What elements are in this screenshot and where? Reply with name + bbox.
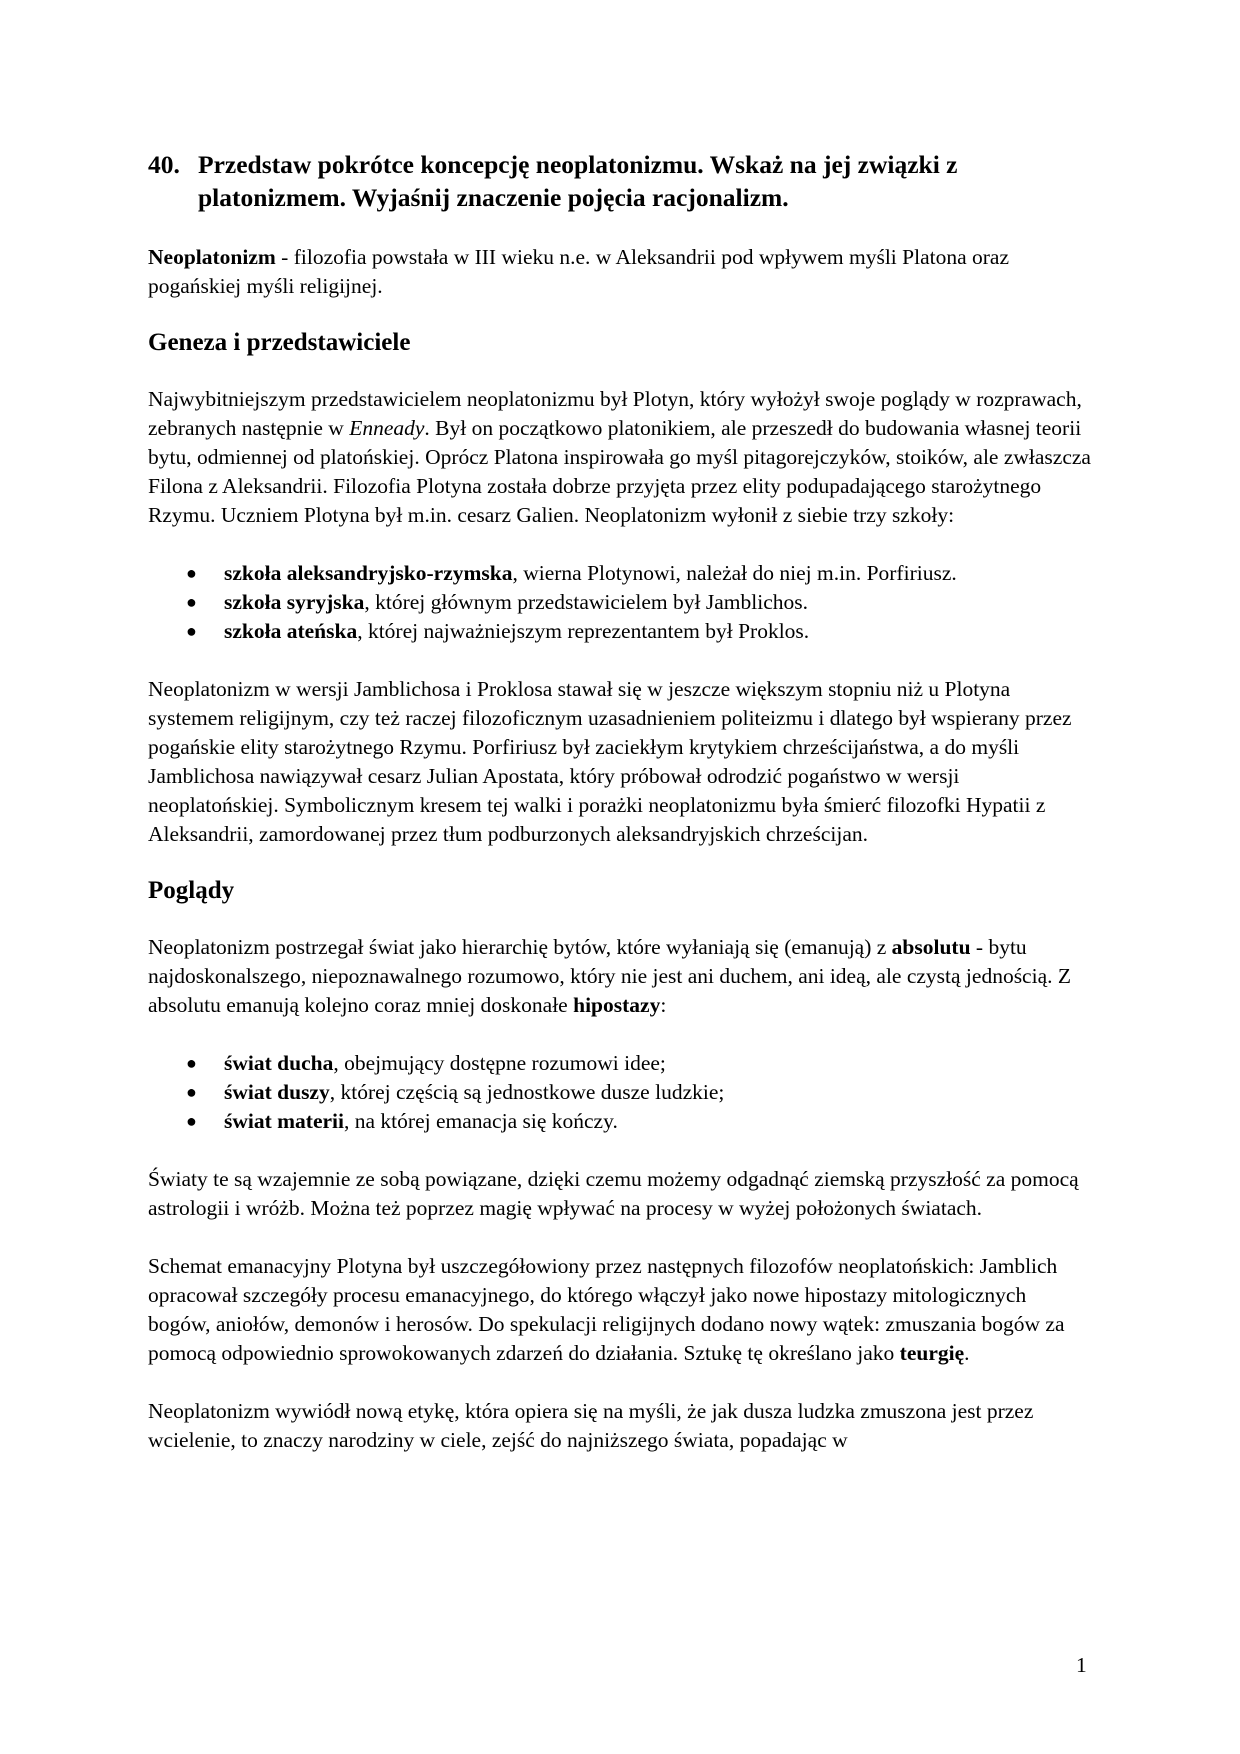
genesis-p1-part2: . Był on początkowo platonikiem, ale przeszedł do budowania własnej teorii bytu, odmiennej od platońskiej. Oprócz Platona inspirowała go myśl pitagorejczyków, stoików, ale zwłaszcza Filona z Aleksandrii. Filozofia Plotyna została dobrze przyjęta przez elity podupadającego starożytnego Rzymu. Uczniem Plotyna był m.in. cesarz Galien. Neoplatonizm wyłonił z siebie trzy szkoły: (148, 416, 1091, 527)
page-content (148, 148, 1093, 1455)
bullet-icon: ● (186, 592, 197, 612)
intro-paragraph (148, 243, 1093, 301)
views-paragraph-3 (148, 1252, 1093, 1368)
question-heading (148, 148, 1093, 214)
hypostasis-desc: , obejmujący dostępne rozumowi idee; (333, 1051, 666, 1075)
views-paragraph-2: Światy te są wzajemnie ze sobą powiązane, dzięki czemu możemy odgadnąć ziemską przyszłość za pomocą astrologii i wróżb. Można też poprzez magię wpływać na procesy w wyżej położonych światach. (148, 1167, 1079, 1220)
term-hipostazy: hipostazy (573, 993, 661, 1017)
views-paragraph-4: Neoplatonizm wywiódł nową etykę, która opiera się na myśli, że jak dusza ludzka zmuszona jest przez wcielenie, to znaczy narodziny w ciele, zejść do najniższego świata, popadając w (148, 1399, 1034, 1452)
intro-text: - filozofia powstała w III wieku n.e. w Aleksandrii pod wpływem myśli Platona oraz pogańskiej myśli religijnej. (148, 245, 1010, 298)
page-number: 1 (1076, 1653, 1087, 1677)
hypostases-list (148, 1049, 1093, 1136)
list-item (148, 559, 1093, 588)
list-item (148, 617, 1093, 646)
views-paragraph-1 (148, 933, 1093, 1020)
section-heading-views: Poglądy (148, 877, 235, 904)
intro-term: Neoplatonizm (148, 245, 276, 269)
genesis-p1-part1: Najwybitniejszym przedstawicielem neoplatonizmu był Plotyn, który wyłożył swoje poglądy w rozprawach, zebranych następnie w (148, 387, 1082, 440)
section-heading-genesis: Geneza i przedstawiciele (148, 329, 411, 356)
hypostasis-name: świat duszy (224, 1080, 330, 1104)
bullet-icon: ● (186, 621, 197, 641)
genesis-paragraph-1 (148, 385, 1093, 530)
question-text: Przedstaw pokrótce koncepcję neoplatonizmu. Wskaż na jej związki z platonizmem. Wyjaśnij znaczenie pojęcia racjonalizm. (198, 150, 958, 212)
list-item (148, 1049, 1093, 1078)
bullet-icon: ● (186, 1111, 197, 1131)
views-p1-part1: Neoplatonizm postrzegał świat jako hierarchię bytów, które wyłaniają się (emanują) z (148, 935, 892, 959)
school-desc: , której głównym przedstawicielem był Jamblichos. (364, 590, 808, 614)
question-number: 40. (148, 150, 180, 179)
list-item (148, 1107, 1093, 1136)
school-desc: , wierna Plotynowi, należał do niej m.in. Porfiriusz. (512, 561, 957, 585)
enneady-title: Enneady (349, 416, 425, 440)
school-desc: , której najważniejszym reprezentantem był Proklos. (357, 619, 810, 643)
list-item (148, 1078, 1093, 1107)
bullet-icon: ● (186, 563, 197, 583)
bullet-icon: ● (186, 1053, 197, 1073)
bullet-icon: ● (186, 1082, 197, 1102)
school-name: szkoła aleksandryjsko-rzymska (224, 561, 513, 585)
school-name: szkoła ateńska (224, 619, 358, 643)
schools-list (148, 559, 1093, 646)
term-absolutu: absolutu (891, 935, 971, 959)
term-teurgie: teurgię (899, 1341, 965, 1365)
list-item (148, 588, 1093, 617)
hypostasis-desc: , na której emanacja się kończy. (344, 1109, 618, 1133)
school-name: szkoła syryjska (224, 590, 365, 614)
views-p1-part2: - bytu najdoskonalszego, niepoznawalnego rozumowo, który nie jest ani duchem, ani ideą, ale czystą jednością. Z absolutu emanują kolejno coraz mniej doskonałe (148, 935, 1071, 1017)
hypostasis-name: świat materii (224, 1109, 345, 1133)
hypostasis-desc: , której częścią są jednostkowe dusze ludzkie; (329, 1080, 725, 1104)
genesis-paragraph-2: Neoplatonizm w wersji Jamblichosa i Proklosa stawał się w jeszcze większym stopniu niż u Plotyna systemem religijnym, czy też raczej filozoficznym uzasadnieniem politeizmu i dlatego był wspierany przez pogańskie elity starożytnego Rzymu. Porfiriusz był zaciekłym krytykiem chrześcijaństwa, a do myśli Jamblichosa nawiązywał cesarz Julian Apostata, który próbował odrodzić pogaństwo w wersji neoplatońskiej. Symbolicznym kresem tej walki i porażki neoplatonizmu była śmierć filozofki Hypatii z Aleksandrii, zamordowanej przez tłum podburzonych aleksandryjskich chrześcijan. (148, 677, 1072, 846)
views-p3-part2: . (964, 1341, 970, 1365)
views-p1-part3: : (660, 993, 667, 1017)
hypostasis-name: świat ducha (224, 1051, 334, 1075)
views-p3-part1: Schemat emanacyjny Plotyna był uszczegółowiony przez następnych filozofów neoplatońskich: Jamblich opracował szczegóły procesu emanacyjnego, do którego włączył jako nowe hipostazy mitologicznych bogów, aniołów, demonów i herosów. Do spekulacji religijnych dodano nowy wątek: zmuszania bogów za pomocą odpowiednio sprowokowanych zdarzeń do działania. Sztukę tę określano jako (148, 1254, 1065, 1365)
